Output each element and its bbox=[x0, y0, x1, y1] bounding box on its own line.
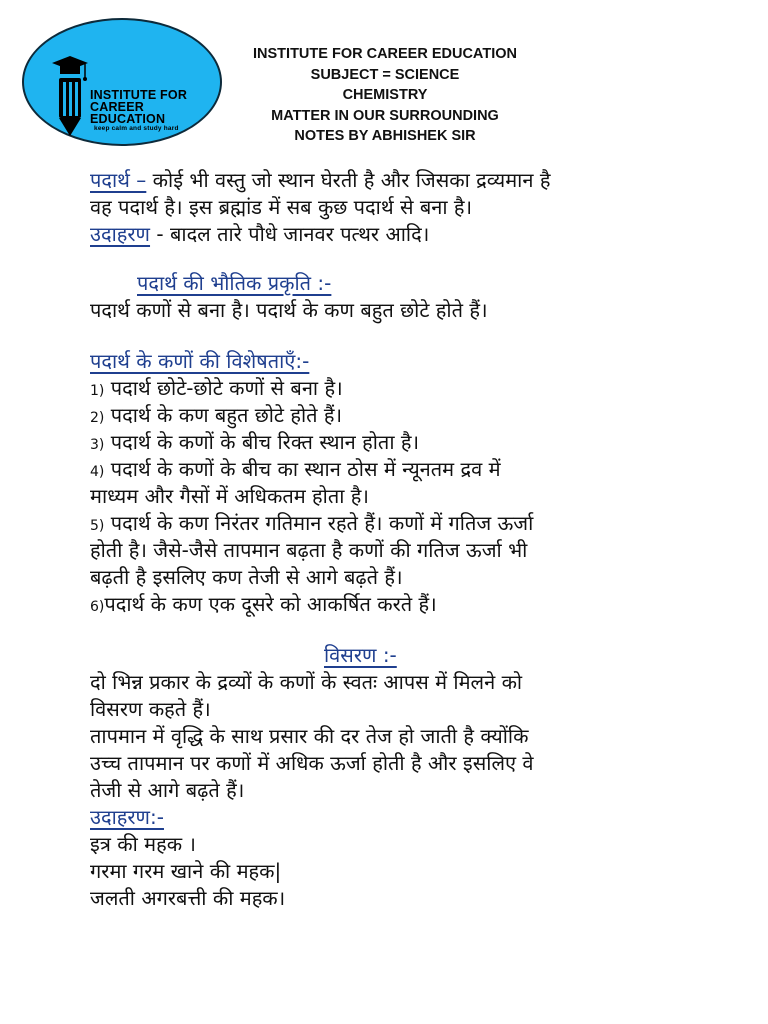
definition-text: कोई भी वस्तु जो स्थान घेरती है और जिसका द्रव्यमान है bbox=[146, 168, 551, 192]
list-text: पदार्थ के कण बहुत छोटे होते हैं। bbox=[104, 403, 343, 427]
example-label: उदाहरण bbox=[90, 222, 151, 246]
diffusion-text: तेजी से आगे बढ़ते हैं। bbox=[90, 778, 245, 802]
list-item bbox=[90, 510, 690, 537]
institute-logo bbox=[22, 18, 222, 146]
example-line bbox=[90, 804, 690, 831]
header-institute: INSTITUTE FOR CAREER EDUCATION bbox=[253, 46, 517, 62]
header-subject: SUBJECT = SCIENCE bbox=[310, 66, 460, 83]
list-text: पदार्थ के कण एक दूसरे को आकर्षित करते हैं। bbox=[104, 592, 437, 616]
diffusion-text: उच्च तापमान पर कणों में अधिक ऊर्जा होती है और इसलिए वे bbox=[90, 751, 534, 775]
list-text: माध्यम और गैसों में अधिकतम होता है। bbox=[90, 484, 369, 508]
diffusion-text: विसरण कहते हैं। bbox=[90, 697, 211, 721]
definition-line-2: वह पदार्थ है। इस ब्रह्मांड में सब कुछ पदार्थ से बना है। bbox=[90, 195, 473, 219]
example-label: उदाहरण:- bbox=[90, 805, 164, 829]
list-number: 6) bbox=[90, 599, 105, 615]
list-item-continuation bbox=[90, 483, 690, 510]
list-text: पदार्थ के कणों के बीच का स्थान ठोस में न्यूनतम द्रव में bbox=[104, 457, 501, 481]
section-heading bbox=[90, 348, 690, 375]
list-number: 4) bbox=[90, 464, 105, 480]
definition-term: पदार्थ – bbox=[90, 168, 147, 192]
list-text: पदार्थ के कण निरंतर गतिमान रहते हैं। कणों में गतिज ऊर्जा bbox=[104, 511, 534, 535]
example-item: गरमा गरम खाने की महक| bbox=[90, 859, 282, 883]
graduation-cap-pencil-icon bbox=[52, 56, 88, 138]
list-text: होती है। जैसे-जैसे तापमान बढ़ता है कणों की गतिज ऊर्जा भी bbox=[90, 538, 528, 562]
list-item bbox=[90, 402, 690, 429]
physical-nature-heading: पदार्थ की भौतिक प्रकृति :- bbox=[137, 271, 332, 295]
definition-line bbox=[90, 167, 690, 194]
list-item bbox=[90, 375, 690, 402]
logo-text-line3: EDUCATION bbox=[90, 112, 166, 126]
list-item-continuation bbox=[90, 537, 690, 564]
diffusion-text: दो भिन्न प्रकार के द्रव्यों के कणों के स्वतः आपस में मिलने को bbox=[90, 670, 523, 694]
example-item: इत्र की महक । bbox=[90, 832, 196, 856]
list-item bbox=[90, 456, 690, 483]
logo-text-line2: CAREER bbox=[90, 100, 144, 114]
example-text: - बादल तारे पौधे जानवर पत्थर आदि। bbox=[150, 222, 430, 246]
physical-nature-text: पदार्थ कणों से बना है। पदार्थ के कण बहुत छोटे होते हैं। bbox=[90, 298, 488, 322]
list-item bbox=[90, 429, 690, 456]
logo-text-line1: INSTITUTE FOR bbox=[90, 88, 188, 102]
example-line bbox=[90, 221, 690, 248]
document-header bbox=[200, 44, 570, 147]
section-heading bbox=[90, 642, 690, 669]
header-topic: CHEMISTRY bbox=[342, 87, 428, 103]
list-number: 5) bbox=[90, 518, 105, 534]
diffusion-heading: विसरण :- bbox=[324, 643, 397, 667]
list-number: 2) bbox=[90, 410, 105, 426]
list-text: बढ़ती है इसलिए कण तेजी से आगे बढ़ते हैं। bbox=[90, 565, 403, 589]
list-item-continuation bbox=[90, 564, 690, 591]
characteristics-heading: पदार्थ के कणों की विशेषताएँ:- bbox=[90, 349, 310, 373]
diffusion-text: तापमान में वृद्धि के साथ प्रसार की दर तेज हो जाती है क्योंकि bbox=[90, 724, 529, 748]
list-text: पदार्थ के कणों के बीच रिक्त स्थान होता है। bbox=[104, 430, 420, 454]
header-chapter: MATTER IN OUR SURROUNDING bbox=[271, 107, 499, 124]
section-heading bbox=[90, 270, 690, 297]
notes-body bbox=[90, 167, 690, 912]
logo-tagline: keep calm and study hard bbox=[94, 125, 179, 132]
header-author: NOTES BY ABHISHEK SIR bbox=[294, 128, 476, 144]
example-item: जलती अगरबत्ती की महक। bbox=[90, 886, 286, 910]
list-number: 1) bbox=[90, 383, 105, 399]
list-item bbox=[90, 591, 690, 618]
list-number: 3) bbox=[90, 437, 105, 453]
list-text: पदार्थ छोटे-छोटे कणों से बना है। bbox=[104, 376, 343, 400]
